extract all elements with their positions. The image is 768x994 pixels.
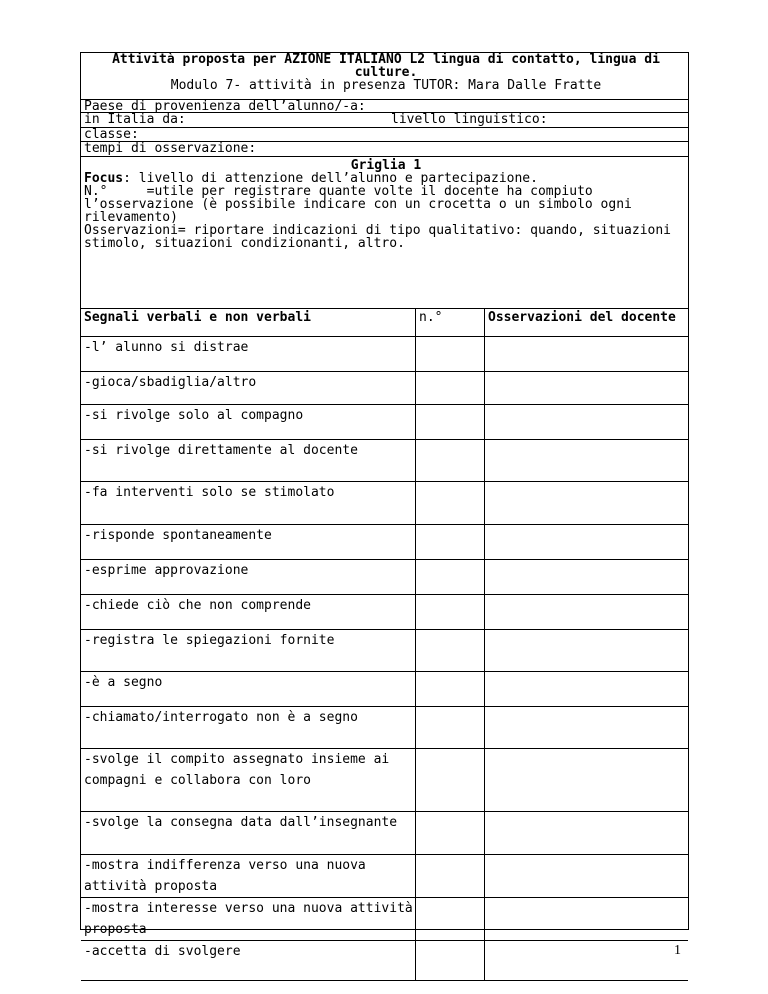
row-osservazioni-cell[interactable]	[485, 630, 688, 672]
row-n-cell[interactable]	[416, 707, 485, 749]
italia-label: in Italia da:	[84, 112, 186, 127]
row-segnale: -si rivolge solo al compagno	[81, 405, 416, 440]
row-segnale: -chiede ciò che non comprende	[81, 595, 416, 630]
page-number: 1	[674, 943, 681, 958]
focus-label: Focus	[84, 171, 124, 186]
row-segnale: -risponde spontaneamente	[81, 525, 416, 560]
row-osservazioni-cell[interactable]	[485, 525, 688, 560]
row-osservazioni-cell[interactable]	[485, 405, 688, 440]
classe-field: classe:	[81, 128, 688, 142]
row-segnale: -è a segno	[81, 672, 416, 707]
row-segnale: -l’ alunno si distrae	[81, 337, 416, 372]
n-note: N.° =utile per registrare quante volte il docente ha compiuto l’osservazione (è possibile indicare con un crocetta o un simbolo ogni rilevamento)	[84, 184, 640, 225]
row-n-cell[interactable]	[416, 525, 485, 560]
row-n-cell[interactable]	[416, 812, 485, 855]
form-frame	[80, 52, 689, 959]
italia-livello-field	[81, 113, 688, 128]
obs-note: Osservazioni= riportare indicazioni di tipo qualitativo: quando, situazioni stimolo, situazioni condizionanti, altro.	[84, 223, 671, 251]
row-osservazioni-cell[interactable]	[485, 941, 688, 981]
row-segnale: -gioca/sbadiglia/altro	[81, 372, 416, 405]
row-segnale: -svolge il compito assegnato insieme ai compagni e collabora con loro	[81, 749, 416, 812]
row-n-cell[interactable]	[416, 898, 485, 941]
provenienza-field: Paese di provenienza dell’alunno/-a:	[81, 100, 688, 113]
row-n-cell[interactable]	[416, 482, 485, 525]
row-segnale: -si rivolge direttamente al docente	[81, 440, 416, 482]
row-osservazioni-cell[interactable]	[485, 595, 688, 630]
livello-label: livello linguistico:	[391, 112, 548, 127]
header-segnali: Segnali verbali e non verbali	[81, 308, 416, 337]
grid-intro	[81, 157, 688, 308]
row-segnale: -fa interventi solo se stimolato	[81, 482, 416, 525]
grid-title: Griglia 1	[350, 158, 422, 173]
row-segnale: -accetta di svolgere	[81, 941, 416, 981]
row-segnale: -esprime approvazione	[81, 560, 416, 595]
row-n-cell[interactable]	[416, 749, 485, 812]
form-title-line: Attività proposta per AZIONE ITALIANO L2 lingua di contatto, lingua di	[112, 52, 660, 67]
row-segnale: -registra le spiegazioni fornite	[81, 630, 416, 672]
row-osservazioni-cell[interactable]	[485, 672, 688, 707]
header-block	[81, 53, 688, 100]
row-osservazioni-cell[interactable]	[485, 707, 688, 749]
row-n-cell[interactable]	[416, 405, 485, 440]
header-n: n.°	[416, 308, 485, 337]
focus-text: : livello di attenzione dell’alunno e partecipazione.	[123, 171, 538, 186]
row-osservazioni-cell[interactable]	[485, 440, 688, 482]
row-osservazioni-cell[interactable]	[485, 482, 688, 525]
row-n-cell[interactable]	[416, 337, 485, 372]
form-title-line: culture.	[354, 65, 418, 80]
row-osservazioni-cell[interactable]	[485, 560, 688, 595]
row-n-cell[interactable]	[416, 941, 485, 981]
header-osservazioni: Osservazioni del docente	[485, 308, 688, 337]
row-segnale: -chiamato/interrogato non è a segno	[81, 707, 416, 749]
row-segnale: -mostra interesse verso una nuova attività proposta	[81, 898, 416, 941]
row-osservazioni-cell[interactable]	[485, 749, 688, 812]
row-osservazioni-cell[interactable]	[485, 337, 688, 372]
row-osservazioni-cell[interactable]	[485, 812, 688, 855]
row-n-cell[interactable]	[416, 855, 485, 898]
row-segnale: -mostra indifferenza verso una nuova attività proposta	[81, 855, 416, 898]
row-n-cell[interactable]	[416, 630, 485, 672]
row-n-cell[interactable]	[416, 440, 485, 482]
row-osservazioni-cell[interactable]	[485, 372, 688, 405]
tempi-field: tempi di osservazione:	[81, 142, 688, 157]
row-n-cell[interactable]	[416, 560, 485, 595]
row-osservazioni-cell[interactable]	[485, 898, 688, 941]
row-segnale: -svolge la consegna data dall’insegnante	[81, 812, 416, 855]
form-title	[84, 53, 688, 79]
row-n-cell[interactable]	[416, 372, 485, 405]
module-line: Modulo 7- attività in presenza TUTOR: Mara Dalle Fratte	[170, 78, 602, 93]
row-n-cell[interactable]	[416, 672, 485, 707]
row-n-cell[interactable]	[416, 595, 485, 630]
row-osservazioni-cell[interactable]	[485, 855, 688, 898]
